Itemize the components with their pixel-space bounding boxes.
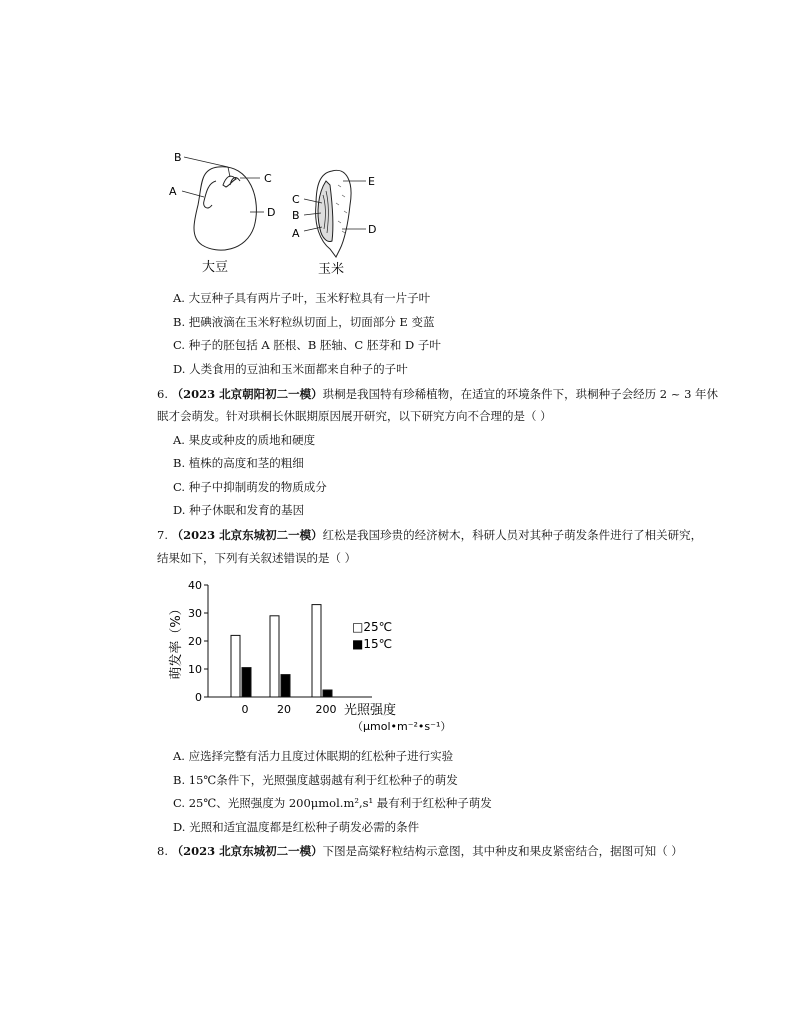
q7-option-c: C. 25℃、光照强度为 200μmol.m²,s¹ 最有利于红松种子萌发 (173, 796, 492, 810)
bar-25c-200 (312, 605, 321, 697)
q7-source: （2023 北京东城初二一模） (171, 528, 323, 542)
y-tick-label-10: 10 (188, 663, 202, 676)
x-axis-unit: （μmol•m⁻²•s⁻¹） (352, 720, 452, 733)
soy-label-c: C (264, 172, 272, 185)
x-tick-label-200: 200 (315, 703, 337, 716)
y-tick-label-20: 20 (188, 635, 202, 648)
q8-text: 下图是高粱籽粒结构示意图，其中种皮和果皮紧密结合，据图可知（ ） (322, 844, 683, 858)
soybean-embryo (204, 181, 216, 208)
q6-stem-line1 (157, 386, 718, 402)
soybean-plumule (223, 176, 240, 187)
x-tick-label-0: 0 (241, 703, 249, 716)
corn-label-a: A (292, 227, 300, 240)
corn-texture (336, 185, 347, 233)
q8-stem-line1 (157, 843, 683, 859)
soybean-seed-outline (194, 167, 256, 250)
germination-chart (160, 575, 460, 735)
corn-label-d: D (368, 223, 377, 236)
legend-25c: □25℃ (352, 620, 393, 634)
chart-bars (231, 605, 332, 697)
seed-figure (160, 145, 390, 280)
corn-label-e: E (368, 175, 375, 188)
soy-label-d: D (267, 206, 276, 219)
q6-source: （2023 北京朝阳初二一模） (171, 387, 323, 401)
q7-text: 红松是我国珍贵的经济树木，科研人员对其种子萌发条件进行了相关研究， (322, 528, 703, 542)
q6-option-b: B. 植株的高度和茎的粗细 (173, 456, 304, 470)
bar-15c-200 (323, 690, 332, 697)
q7-stem-line2: 结果如下，下列有关叙述错误的是（ ） (157, 551, 357, 565)
q6-option-d: D. 种子休眠和发育的基因 (173, 503, 305, 517)
legend-15c: ■15℃ (352, 637, 393, 651)
q5-option-a: A. 大豆种子具有两片子叶，玉米籽粒具有一片子叶 (173, 291, 431, 305)
bar-15c-0 (242, 668, 251, 697)
corn-caption: 玉米 (318, 262, 345, 277)
soy-caption: 大豆 (202, 260, 229, 275)
x-axis-title: 光照强度 (344, 703, 397, 718)
q6-text: 珙桐是我国特有珍稀植物，在适宜的环境条件下，珙桐种子会经历 2 ~ 3 年休 (322, 387, 719, 401)
bar-25c-20 (270, 616, 279, 697)
y-tick-label-40: 40 (188, 579, 202, 592)
x-tick-label-20: 20 (277, 703, 291, 716)
bar-25c-0 (231, 635, 240, 697)
y-axis-title: 萌发率（%） (169, 602, 184, 680)
q6-number: 6. (157, 387, 168, 401)
q8-source: （2023 北京东城初二一模） (171, 844, 323, 858)
corn-label-b: B (292, 209, 300, 222)
y-tick-label-30: 30 (188, 607, 202, 620)
q7-option-b: B. 15℃条件下，光照强度越弱越有利于红松种子的萌发 (173, 773, 458, 787)
soy-label-b: B (174, 151, 182, 164)
q6-stem-line2: 眠才会萌发。针对珙桐长休眠期原因展开研究，以下研究方向不合理的是（ ） (157, 409, 552, 423)
q7-stem-line1 (157, 527, 702, 543)
corn-label-c: C (292, 193, 300, 206)
q7-option-d: D. 光照和适宜温度都是红松种子萌发必需的条件 (173, 820, 420, 834)
soy-label-a: A (169, 185, 177, 198)
q7-option-a: A. 应选择完整有活力且度过休眠期的红松种子进行实验 (173, 749, 454, 763)
bar-15c-20 (281, 675, 290, 697)
q5-option-c: C. 种子的胚包括 A 胚根、B 胚轴、C 胚芽和 D 子叶 (173, 338, 441, 352)
q5-option-b: B. 把碘液滴在玉米籽粒纵切面上，切面部分 E 变蓝 (173, 315, 435, 329)
q7-number: 7. (157, 528, 168, 542)
q6-option-a: A. 果皮或种皮的质地和硬度 (173, 433, 316, 447)
q5-option-d: D. 人类食用的豆油和玉米面都来自种子的子叶 (173, 362, 408, 376)
y-tick-label-0: 0 (195, 691, 202, 704)
q8-number: 8. (157, 844, 168, 858)
q6-option-c: C. 种子中抑制萌发的物质成分 (173, 480, 327, 494)
chart-text (169, 579, 451, 733)
